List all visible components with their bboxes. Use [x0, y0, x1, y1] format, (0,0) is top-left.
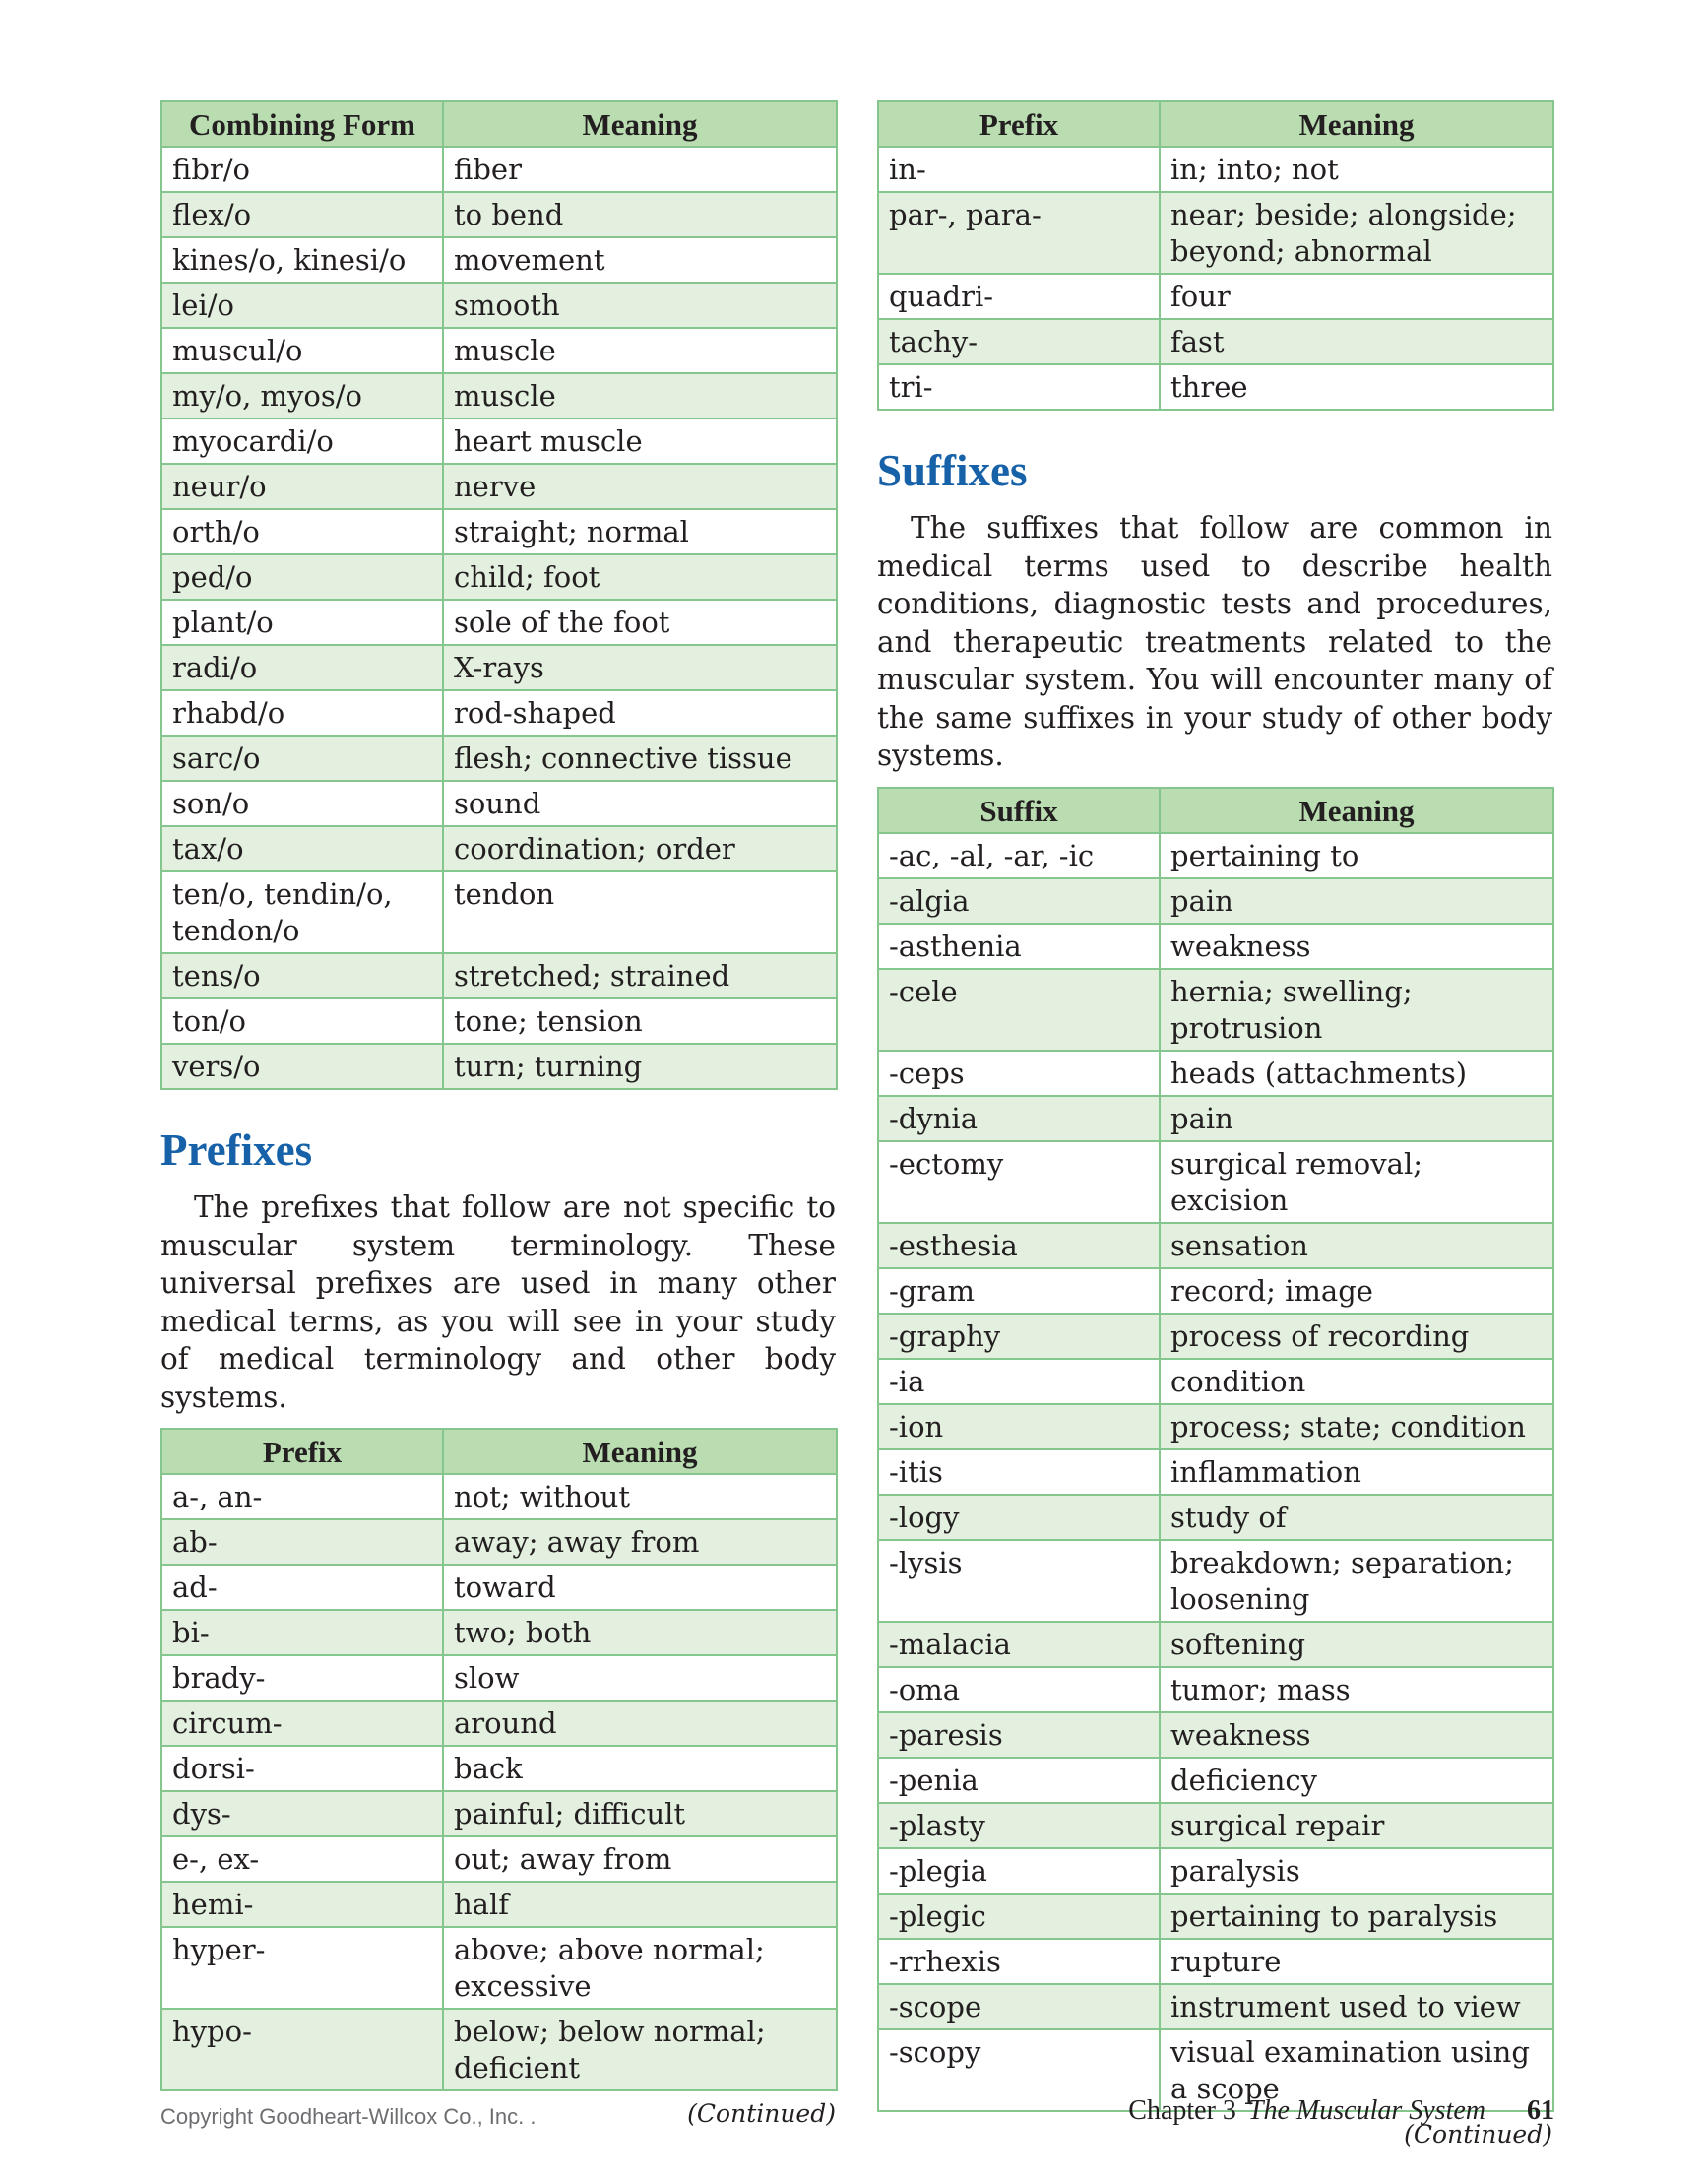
- table-header-row: [878, 788, 1553, 833]
- term-cell: -algia: [878, 878, 1160, 924]
- table-row: [161, 373, 837, 418]
- column-header: Suffix: [878, 788, 1160, 833]
- term-cell: radi/o: [161, 645, 443, 690]
- term-cell: a-, an-: [161, 1474, 443, 1519]
- meaning-cell: tone; tension: [443, 998, 837, 1044]
- meaning-cell: turn; turning: [443, 1044, 837, 1089]
- table-row: [878, 969, 1553, 1051]
- combining-forms-table: [160, 100, 838, 1090]
- term-cell: circum-: [161, 1701, 443, 1746]
- meaning-cell: to bend: [443, 192, 837, 237]
- table-row: [878, 1051, 1553, 1096]
- column-header: Meaning: [1160, 101, 1553, 147]
- meaning-cell: process of recording: [1160, 1314, 1553, 1359]
- meaning-cell: weakness: [1160, 1712, 1553, 1758]
- prefixes-table: [160, 1428, 838, 2091]
- term-cell: -ac, -al, -ar, -ic: [878, 833, 1160, 878]
- table-row: [161, 147, 837, 192]
- meaning-cell: stretched; strained: [443, 953, 837, 998]
- table-row: [161, 1655, 837, 1701]
- term-cell: plant/o: [161, 600, 443, 645]
- table-row: [878, 1803, 1553, 1848]
- table-row: [878, 364, 1553, 410]
- table-row: [878, 1314, 1553, 1359]
- table-row: [161, 1474, 837, 1519]
- term-cell: tax/o: [161, 826, 443, 871]
- right-column: [877, 100, 1552, 2150]
- term-cell: lei/o: [161, 283, 443, 328]
- table-header-row: [161, 101, 837, 147]
- column-header: Meaning: [443, 101, 837, 147]
- term-cell: -cele: [878, 969, 1160, 1051]
- term-cell: sarc/o: [161, 736, 443, 781]
- term-cell: hypo-: [161, 2009, 443, 2090]
- prefixes-paragraph: The prefixes that follow are not specific to muscular system terminology. These universal prefixes are used in many other medical terms, as you will see in your study of medical terminology and other body systems.: [160, 1190, 836, 1414]
- meaning-cell: inflammation: [1160, 1449, 1553, 1495]
- term-cell: e-, ex-: [161, 1836, 443, 1882]
- table-row: [161, 1565, 837, 1610]
- table-row: [161, 418, 837, 464]
- meaning-cell: away; away from: [443, 1519, 837, 1565]
- meaning-cell: pain: [1160, 878, 1553, 924]
- meaning-cell: deficiency: [1160, 1758, 1553, 1803]
- term-cell: -paresis: [878, 1712, 1160, 1758]
- table-row: [878, 1622, 1553, 1667]
- term-cell: muscul/o: [161, 328, 443, 373]
- table-row: [161, 1701, 837, 1746]
- table-row: [161, 1746, 837, 1791]
- table-header-row: [161, 1429, 837, 1474]
- term-cell: tachy-: [878, 319, 1160, 364]
- meaning-cell: not; without: [443, 1474, 837, 1519]
- meaning-cell: three: [1160, 364, 1553, 410]
- table-row: [161, 1927, 837, 2009]
- meaning-cell: heart muscle: [443, 418, 837, 464]
- table-row: [161, 645, 837, 690]
- table-row: [878, 1540, 1553, 1622]
- term-cell: ten/o, tendin/o, tendon/o: [161, 871, 443, 953]
- table-row: [878, 833, 1553, 878]
- table-row: [161, 871, 837, 953]
- meaning-cell: condition: [1160, 1359, 1553, 1404]
- table-row: [161, 1836, 837, 1882]
- meaning-cell: sole of the foot: [443, 600, 837, 645]
- term-cell: -ion: [878, 1404, 1160, 1449]
- table-row: [161, 1882, 837, 1927]
- table-row: [878, 1404, 1553, 1449]
- term-cell: fibr/o: [161, 147, 443, 192]
- term-cell: -malacia: [878, 1622, 1160, 1667]
- meaning-cell: near; beside; alongside; beyond; abnormal: [1160, 192, 1553, 274]
- meaning-cell: half: [443, 1882, 837, 1927]
- term-cell: neur/o: [161, 464, 443, 509]
- table-row: [878, 274, 1553, 319]
- term-cell: -oma: [878, 1667, 1160, 1712]
- meaning-cell: fiber: [443, 147, 837, 192]
- page-number: 61: [1527, 2095, 1554, 2126]
- term-cell: -plegia: [878, 1848, 1160, 1894]
- meaning-cell: nerve: [443, 464, 837, 509]
- meaning-cell: tumor; mass: [1160, 1667, 1553, 1712]
- table-row: [878, 1096, 1553, 1141]
- meaning-cell: sound: [443, 781, 837, 826]
- term-cell: -lysis: [878, 1540, 1160, 1622]
- column-header: Meaning: [1160, 788, 1553, 833]
- table-row: [878, 1758, 1553, 1803]
- meaning-cell: flesh; connective tissue: [443, 736, 837, 781]
- meaning-cell: coordination; order: [443, 826, 837, 871]
- term-cell: flex/o: [161, 192, 443, 237]
- term-cell: -ia: [878, 1359, 1160, 1404]
- meaning-cell: above; above normal; excessive: [443, 1927, 837, 2009]
- term-cell: -esthesia: [878, 1223, 1160, 1268]
- table-row: [161, 736, 837, 781]
- term-cell: -ceps: [878, 1051, 1160, 1096]
- column-header: Meaning: [443, 1429, 837, 1474]
- meaning-cell: hernia; swelling; protrusion: [1160, 969, 1553, 1051]
- term-cell: -plegic: [878, 1894, 1160, 1939]
- meaning-cell: weakness: [1160, 924, 1553, 969]
- continued-note: (Continued): [1404, 2119, 1552, 2149]
- table-row: [878, 147, 1553, 192]
- meaning-cell: X-rays: [443, 645, 837, 690]
- meaning-cell: instrument used to view: [1160, 1984, 1553, 2029]
- term-cell: myocardi/o: [161, 418, 443, 464]
- term-cell: ped/o: [161, 554, 443, 600]
- term-cell: dys-: [161, 1791, 443, 1836]
- term-cell: ton/o: [161, 998, 443, 1044]
- table-row: [878, 924, 1553, 969]
- table-row: [161, 283, 837, 328]
- left-column: [160, 100, 836, 2129]
- table-row: [878, 1141, 1553, 1223]
- meaning-cell: movement: [443, 237, 837, 283]
- term-cell: in-: [878, 147, 1160, 192]
- column-header: Prefix: [161, 1429, 443, 1474]
- term-cell: my/o, myos/o: [161, 373, 443, 418]
- meaning-cell: pain: [1160, 1096, 1553, 1141]
- table-row: [161, 600, 837, 645]
- term-cell: par-, para-: [878, 192, 1160, 274]
- meaning-cell: child; foot: [443, 554, 837, 600]
- meaning-cell: pertaining to paralysis: [1160, 1894, 1553, 1939]
- meaning-cell: surgical repair: [1160, 1803, 1553, 1848]
- meaning-cell: rupture: [1160, 1939, 1553, 1984]
- table-row: [878, 1984, 1553, 2029]
- meaning-cell: out; away from: [443, 1836, 837, 1882]
- meaning-cell: sensation: [1160, 1223, 1553, 1268]
- meaning-cell: process; state; condition: [1160, 1404, 1553, 1449]
- term-cell: -plasty: [878, 1803, 1160, 1848]
- column-header: Combining Form: [161, 101, 443, 147]
- meaning-cell: toward: [443, 1565, 837, 1610]
- meaning-cell: pertaining to: [1160, 833, 1553, 878]
- meaning-cell: four: [1160, 274, 1553, 319]
- term-cell: -itis: [878, 1449, 1160, 1495]
- term-cell: -asthenia: [878, 924, 1160, 969]
- table-row: [161, 1519, 837, 1565]
- meaning-cell: tendon: [443, 871, 837, 953]
- term-cell: tens/o: [161, 953, 443, 998]
- column-header: Prefix: [878, 101, 1160, 147]
- copyright-notice: Copyright Goodheart-Willcox Co., Inc. .: [160, 2104, 537, 2129]
- table-row: [161, 781, 837, 826]
- term-cell: -gram: [878, 1268, 1160, 1314]
- prefixes-continued-table: [877, 100, 1554, 411]
- meaning-cell: record; image: [1160, 1268, 1553, 1314]
- meaning-cell: slow: [443, 1655, 837, 1701]
- term-cell: rhabd/o: [161, 690, 443, 736]
- term-cell: -scope: [878, 1984, 1160, 2029]
- term-cell: vers/o: [161, 1044, 443, 1089]
- meaning-cell: back: [443, 1746, 837, 1791]
- table-row: [878, 1939, 1553, 1984]
- chapter-label: Chapter 3: [1128, 2095, 1236, 2126]
- table-row: [161, 826, 837, 871]
- table-row: [878, 1359, 1553, 1404]
- table-row: [161, 237, 837, 283]
- term-cell: -rrhexis: [878, 1939, 1160, 1984]
- term-cell: ab-: [161, 1519, 443, 1565]
- term-cell: ad-: [161, 1565, 443, 1610]
- meaning-cell: fast: [1160, 319, 1553, 364]
- meaning-cell: below; below normal; deficient: [443, 2009, 837, 2090]
- table-row: [878, 192, 1553, 274]
- chapter-title: The Muscular System: [1247, 2095, 1485, 2126]
- term-cell: -scopy: [878, 2029, 1160, 2111]
- table-row: [161, 998, 837, 1044]
- table-row: [161, 1791, 837, 1836]
- term-cell: dorsi-: [161, 1746, 443, 1791]
- table-row: [878, 1848, 1553, 1894]
- term-cell: -logy: [878, 1495, 1160, 1540]
- term-cell: hyper-: [161, 1927, 443, 2009]
- term-cell: quadri-: [878, 274, 1160, 319]
- meaning-cell: rod-shaped: [443, 690, 837, 736]
- term-cell: hemi-: [161, 1882, 443, 1927]
- table-row: [878, 1712, 1553, 1758]
- term-cell: -penia: [878, 1758, 1160, 1803]
- table-row: [878, 1268, 1553, 1314]
- table-row: [161, 2009, 837, 2090]
- table-row: [878, 878, 1553, 924]
- table-row: [878, 1495, 1553, 1540]
- term-cell: orth/o: [161, 509, 443, 554]
- page-footer: [1128, 2095, 1554, 2127]
- meaning-cell: smooth: [443, 283, 837, 328]
- meaning-cell: two; both: [443, 1610, 837, 1655]
- meaning-cell: heads (attachments): [1160, 1051, 1553, 1096]
- table-row: [161, 328, 837, 373]
- meaning-cell: breakdown; separation; loosening: [1160, 1540, 1553, 1622]
- table-row: [878, 319, 1553, 364]
- table-row: [161, 1044, 837, 1089]
- table-row: [161, 690, 837, 736]
- meaning-cell: painful; difficult: [443, 1791, 837, 1836]
- suffixes-heading: Suffixes: [877, 446, 1028, 495]
- suffixes-table: [877, 787, 1554, 2112]
- table-row: [161, 192, 837, 237]
- table-row: [161, 1610, 837, 1655]
- meaning-cell: study of: [1160, 1495, 1553, 1540]
- meaning-cell: paralysis: [1160, 1848, 1553, 1894]
- table-row: [161, 464, 837, 509]
- term-cell: -dynia: [878, 1096, 1160, 1141]
- table-row: [878, 1449, 1553, 1495]
- table-row: [878, 1223, 1553, 1268]
- meaning-cell: around: [443, 1701, 837, 1746]
- term-cell: brady-: [161, 1655, 443, 1701]
- table-row: [161, 554, 837, 600]
- term-cell: -graphy: [878, 1314, 1160, 1359]
- table-row: [878, 1667, 1553, 1712]
- continued-note: (Continued): [687, 2099, 836, 2128]
- term-cell: kines/o, kinesi/o: [161, 237, 443, 283]
- term-cell: son/o: [161, 781, 443, 826]
- suffixes-paragraph: The suffixes that follow are common in medical terms used to describe health conditions, diagnostic tests and procedures, and therapeutic treatments related to the muscular system. You will encounter many of the same suffixes in your study of other body systems.: [877, 511, 1552, 772]
- table-header-row: [878, 101, 1553, 147]
- meaning-cell: muscle: [443, 373, 837, 418]
- term-cell: bi-: [161, 1610, 443, 1655]
- meaning-cell: in; into; not: [1160, 147, 1553, 192]
- meaning-cell: muscle: [443, 328, 837, 373]
- term-cell: tri-: [878, 364, 1160, 410]
- table-row: [878, 1894, 1553, 1939]
- prefixes-heading: Prefixes: [160, 1125, 313, 1175]
- meaning-cell: visual examination using a scope: [1160, 2029, 1553, 2111]
- term-cell: -ectomy: [878, 1141, 1160, 1223]
- table-row: [161, 509, 837, 554]
- table-row: [161, 953, 837, 998]
- meaning-cell: straight; normal: [443, 509, 837, 554]
- meaning-cell: softening: [1160, 1622, 1553, 1667]
- meaning-cell: surgical removal; excision: [1160, 1141, 1553, 1223]
